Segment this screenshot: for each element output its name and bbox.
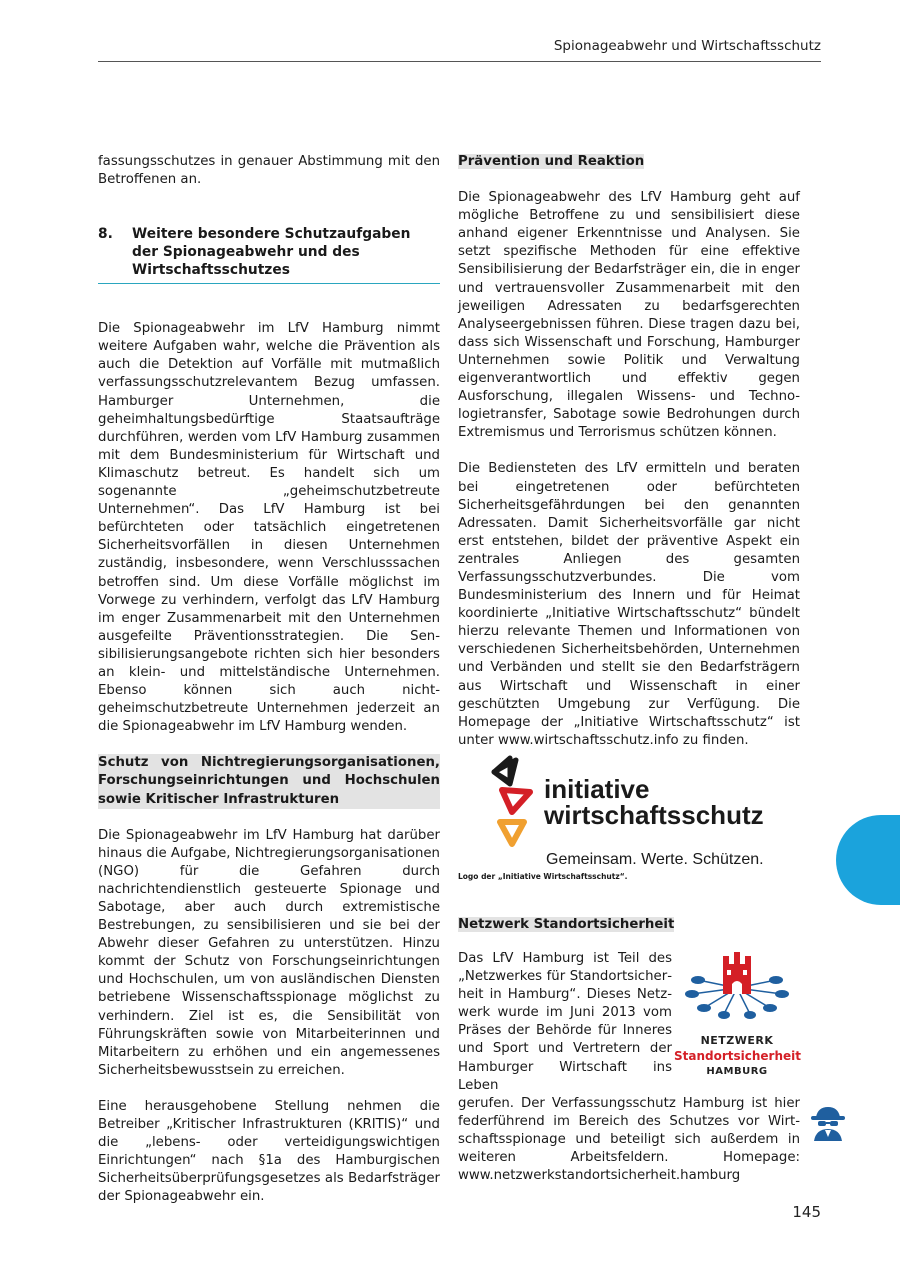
page-number: 145 [792, 1203, 821, 1221]
section-subhead: Netzwerk Standortsicherheit [458, 916, 675, 932]
header-rule [98, 61, 821, 62]
logo-tagline: Gemeinsam. Werte. Schützen. [546, 850, 764, 868]
netzwerk-standortsicherheit-logo [674, 950, 802, 1078]
chapter-side-tab [836, 815, 900, 905]
section-subhead: Prävention und Reaktion [458, 154, 645, 169]
running-head: Spionageabwehr und Wirtschaftsschutz [553, 38, 821, 54]
right-column [458, 153, 800, 1185]
body-paragraph: Die Bediensteten des LfV ermitteln und beraten bei eingetretenen oder befürchteten Sicherheitsgefährdungen bei den genannten Adressaten. Damit Sicherheitsvorfälle gar nicht erst entstehen, bildet der präventive Aspekt ein zentrales Anliegen des gesamten Verfassungsschutzverbundes. Die vom Bundesministerium des Innern und für Heimat koordinierte „Initiative Wirtschaftsschutz“ bündelt hierzu relevante Themen und Informationen von verschiedenen Sicherheitsbehörden, Unternehmen und Verbänden und stellt sie den Bedarfsträgern aus Wirtschaft und Wissenschaft in einer geschützten Umgebung zur Verfügung. Die Homepage der „Initiative Wirtschaftsschutz“ ist unter www.wirtschaftsschutz.info zu finden. [458, 461, 800, 748]
network-castle-icon [674, 950, 800, 1024]
logo-line-standortsicherheit: Standortsicherheit [674, 1049, 802, 1064]
chapter-number: 8. [98, 226, 113, 243]
netzwerk-section [458, 950, 800, 1095]
body-paragraph: Die Spionageabwehr im LfV Hamburg nimmt weitere Aufgaben wahr, welche die Prävention als auch die Detektion auf Vorfälle mit mutmaßlich verfassungsschutzrelevantem Bezug umfassen. Hamburger Unternehmen, die geheimhaltungsbedürftige Staatsaufträge durchführen, werden vom LfV Hamburg zusammen mit dem Bundesministerium für Wirtschaft und Klimaschutz betreut. Es handelt sich um sogenannte „geheimschutzbetreute Unternehmen“. Das LfV Hamburg ist bei befürchteten oder tatsächlich eingetretenen Sicherheitsvorfällen in diesen Unternehmen zuständig, insbesondere, wenn Verschlusssachen betroffen sind. Um diese Vorfälle möglichst im Vorwege zu verhindern, verfolgt das LfV Hamburg im enger Zusammenarbeit mit den Unternehmen ausgefeilte Präventionsstrategien. Die Sensibilisierungsangebote richten sich hier besonders an klein- und mittelständische Unternehmen. Ebenso können sich auch nicht-geheimschutzbetreute Unternehmen jederzeit an die Spionageabwehr im LfV Hamburg wenden. [98, 321, 440, 735]
left-column [98, 153, 440, 1207]
logo-caption: Logo der „Initiative Wirtschaftsschutz“. [458, 871, 628, 881]
chapter-title: Weitere besondere Schutzaufgaben der Spionageabwehr und des Wirtschaftsschutzes [132, 226, 411, 279]
initiative-wirtschaftsschutz-logo [458, 752, 800, 872]
triangle-mark-icon [458, 752, 800, 872]
logo-line-initiative: initiative [544, 773, 650, 804]
section-subhead: Schutz von Nichtregierungsorganisationen, Forschungseinrichtungen und Hochschulen sowie Kritischer Infrastrukturen [98, 754, 440, 808]
logo-line-hamburg: HAMBURG [706, 1066, 768, 1078]
body-paragraph: Das LfV Hamburg ist Teil des „Netzwerkes für Standortsicherheit in Hamburg“. Dieses Netzwerk wurde im Juni 2013 vom Präses der Behörde für Inneres und Sport und Vertretern der Hamburger Wirtschaft ins Leben [458, 951, 672, 1093]
body-paragraph: Die Spionageabwehr des LfV Hamburg geht auf mögliche Betroffene zu und sensibilisiert diese anhand eigener Erkenntnisse und Analysen. Sie setzt spezifische Methoden für eine effektive Sensibilisierung der Bedarfsträger ein, die in enger und vertrauensvoller Zusammenarbeit mit den jeweiligen Adressaten zu bedarfsgerechten Analyseergebnissen führen. Diese tragen dazu bei, dass sich Wissenschaft und Forschung, Hamburger Unternehmen sowie Politik und Verwaltung eigenverantwortlich und effektiv gegen Ausforschung, illegalen Wissens- und Technologietransfer, Sabotage sowie Bedrohungen durch Extremismus und Terrorismus schützen können. [458, 190, 800, 441]
body-paragraph: Eine herausgehobene Stellung nehmen die Betreiber „Kritischer Infrastrukturen (KRITIS)“ und die „lebens- oder verteidigungswichtigen Einrichtungen“ nach §1a des Hamburgischen Sicherheitsüberprüfungsgesetzes als Bedarfsträger der Spionageabwehr ein. [98, 1098, 440, 1205]
carry-over-paragraph: fassungsschutzes in genauer Abstimmung mit den Betroffenen an. [98, 154, 440, 188]
logo-line-netzwerk: NETZWERK [700, 1034, 774, 1048]
body-paragraph: gerufen. Der Verfassungsschutz Hamburg ist hier federführend im Bereich des Schutzes vor Wirtschaftsspionage und beteiligt sich außerdem in weiteren Arbeitsfeldern. Homepage: www.netzwerkstandortsicherheit.hamburg [458, 1095, 800, 1184]
chapter-heading [98, 225, 440, 284]
body-paragraph: Die Spionageabwehr im LfV Hamburg hat darüber hinaus die Aufgabe, Nichtregierungsorganisationen (NGO) für die Gefahren durch nachrichtendienstlich gesteuerte Spionage und Sabotage, aber auch durch extremistische Bestrebungen, zu sensibilisieren und sie bei der Abwehr dieser Gefahren zu unterstützen. Hinzu kommt der Schutz von Forschungseinrichtungen und Hochschulen, um von ausländischen Diensten betriebene Wissenschaftsspionage möglichst zu verhindern. Ziel ist es, die Sensibilität von Führungskräften sowie von Mitarbeiterinnen und Mitarbeitern zu erhöhen und ein angemessenes Sicherheitsbewusstsein zu erreichen. [98, 827, 440, 1078]
spy-agent-icon [808, 1103, 848, 1143]
logo-line-wirtschaftsschutz: wirtschaftsschutz [544, 799, 764, 830]
